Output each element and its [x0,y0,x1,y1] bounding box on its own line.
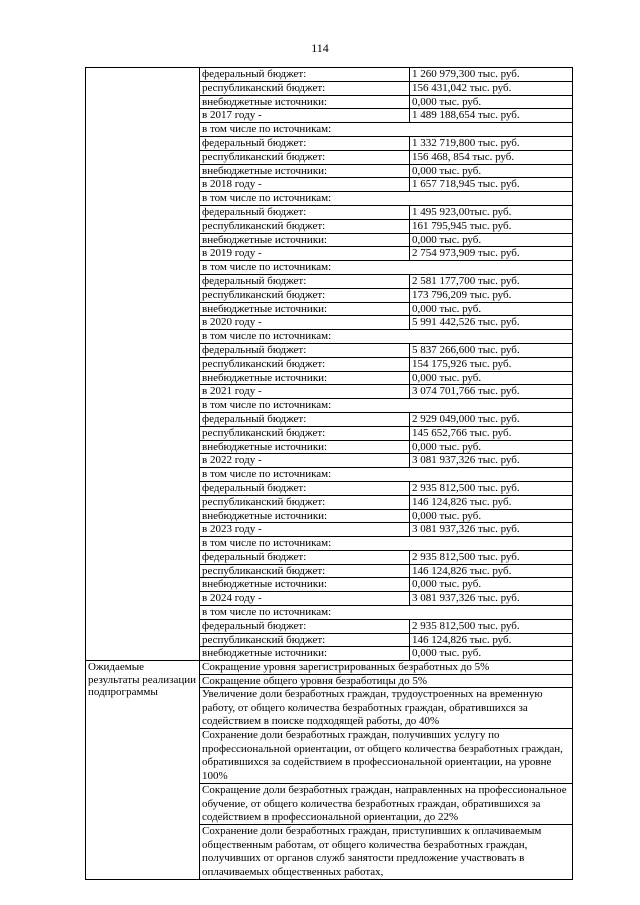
finance-amount: 0,000 тыс. руб. [410,440,573,454]
results-label: Ожидаемые результаты реализации подпрограммы [86,661,200,880]
finance-source-label: в 2021 году - [200,385,410,399]
finance-source-label: федеральный бюджет: [200,481,410,495]
finance-amount: 5 837 266,600 тыс. руб. [410,343,573,357]
finance-source-label: в 2022 году - [200,454,410,468]
finance-amount: 5 991 442,526 тыс. руб. [410,316,573,330]
finance-amount: 161 795,945 тыс. руб. [410,219,573,233]
finance-amount: 2 929 049,000 тыс. руб. [410,412,573,426]
finance-amount: 1 657 718,945 тыс. руб. [410,178,573,192]
finance-amount: 145 652,766 тыс. руб. [410,426,573,440]
finance-amount: 1 332 719,800 тыс. руб. [410,136,573,150]
finance-source-label: в том числе по источникам: [200,606,573,620]
finance-amount: 1 495 923,00тыс. руб. [410,205,573,219]
finance-source-label: внебюджетные источники: [200,647,410,661]
result-item: Сокращение уровня зарегистрированных безработных до 5% [200,661,573,675]
finance-amount: 146 124,826 тыс. руб. [410,633,573,647]
result-item: Сохранение доли безработных граждан, получивших услугу по профессиональной ориентации, от общего количества безработных граждан, обратившихся за содействием в профессиональной ориентации, на уровне 100% [200,729,573,784]
finance-source-label: в 2023 году - [200,523,410,537]
finance-amount: 2 935 812,500 тыс. руб. [410,550,573,564]
finance-source-label: в том числе по источникам: [200,330,573,344]
finance-source-label: республиканский бюджет: [200,219,410,233]
finance-source-label: в 2020 году - [200,316,410,330]
finance-source-label: внебюджетные источники: [200,164,410,178]
finance-amount: 0,000 тыс. руб. [410,164,573,178]
finance-source-label: федеральный бюджет: [200,136,410,150]
finance-source-label: в том числе по источникам: [200,123,573,137]
finance-source-label: республиканский бюджет: [200,288,410,302]
finance-source-label: федеральный бюджет: [200,205,410,219]
finance-source-label: в 2024 году - [200,592,410,606]
finance-source-label: в том числе по источникам: [200,537,573,551]
finance-source-label: в 2019 году - [200,247,410,261]
finance-amount: 0,000 тыс. руб. [410,578,573,592]
finance-source-label: республиканский бюджет: [200,150,410,164]
finance-amount: 154 175,926 тыс. руб. [410,357,573,371]
finance-source-label: в том числе по источникам: [200,468,573,482]
result-item: Увеличение доли безработных граждан, трудоустроенных на временную работу, от общего количества безработных граждан, обратившихся за содействием в поиске подходящей работы, до 40% [200,688,573,729]
finance-source-label: внебюджетные источники: [200,233,410,247]
finance-source-label: внебюджетные источники: [200,509,410,523]
result-item: Сокращение общего уровня безработицы до 5% [200,674,573,688]
finance-source-label: внебюджетные источники: [200,440,410,454]
finance-amount: 2 935 812,500 тыс. руб. [410,481,573,495]
finance-amount: 3 081 937,326 тыс. руб. [410,454,573,468]
finance-source-label: федеральный бюджет: [200,274,410,288]
finance-source-label: в том числе по источникам: [200,399,573,413]
finance-amount: 0,000 тыс. руб. [410,95,573,109]
program-table [85,67,573,880]
finance-amount: 0,000 тыс. руб. [410,233,573,247]
finance-amount: 2 581 177,700 тыс. руб. [410,274,573,288]
finance-amount: 0,000 тыс. руб. [410,647,573,661]
finance-source-label: федеральный бюджет: [200,68,410,82]
finance-source-label: федеральный бюджет: [200,412,410,426]
finance-source-label: федеральный бюджет: [200,343,410,357]
finance-source-label: в том числе по источникам: [200,261,573,275]
finance-source-label: республиканский бюджет: [200,633,410,647]
finance-source-label: республиканский бюджет: [200,357,410,371]
finance-amount: 156 468, 854 тыс. руб. [410,150,573,164]
finance-source-label: в 2018 году - [200,178,410,192]
finance-amount: 2 935 812,500 тыс. руб. [410,619,573,633]
finance-source-label: внебюджетные источники: [200,302,410,316]
finance-amount: 146 124,826 тыс. руб. [410,495,573,509]
result-item: Сохранение доли безработных граждан, приступивших к оплачиваемым общественным работам, от общего количества безработных граждан, получивших от органов служб занятости предложение участвовать в оплачиваемых общественных работах, [200,825,573,880]
page-number: 114 [311,41,329,55]
finance-amount: 156 431,042 тыс. руб. [410,81,573,95]
finance-source-label: республиканский бюджет: [200,81,410,95]
finance-amount: 2 754 973,909 тыс. руб. [410,247,573,261]
finance-source-label: республиканский бюджет: [200,564,410,578]
result-row [86,661,573,675]
finance-source-label: республиканский бюджет: [200,426,410,440]
finance-row [86,68,573,82]
finance-amount: 0,000 тыс. руб. [410,302,573,316]
finance-amount: 0,000 тыс. руб. [410,509,573,523]
result-item: Сокращение доли безработных граждан, направленных на профессиональное обучение, от общего количества безработных граждан, обратившихся за содействием в профессиональной ориентации, до 22% [200,784,573,825]
finance-amount: 3 081 937,326 тыс. руб. [410,523,573,537]
finance-source-label: федеральный бюджет: [200,619,410,633]
finance-source-label: внебюджетные источники: [200,95,410,109]
finance-amount: 1 489 188,654 тыс. руб. [410,109,573,123]
finance-amount: 3 074 701,766 тыс. руб. [410,385,573,399]
finance-source-label: в 2017 году - [200,109,410,123]
finance-label-cell [86,68,200,661]
finance-source-label: внебюджетные источники: [200,371,410,385]
finance-amount: 3 081 937,326 тыс. руб. [410,592,573,606]
finance-source-label: в том числе по источникам: [200,192,573,206]
finance-source-label: федеральный бюджет: [200,550,410,564]
finance-amount: 1 260 979,300 тыс. руб. [410,68,573,82]
finance-amount: 0,000 тыс. руб. [410,371,573,385]
finance-source-label: внебюджетные источники: [200,578,410,592]
finance-amount: 173 796,209 тыс. руб. [410,288,573,302]
finance-source-label: республиканский бюджет: [200,495,410,509]
finance-amount: 146 124,826 тыс. руб. [410,564,573,578]
